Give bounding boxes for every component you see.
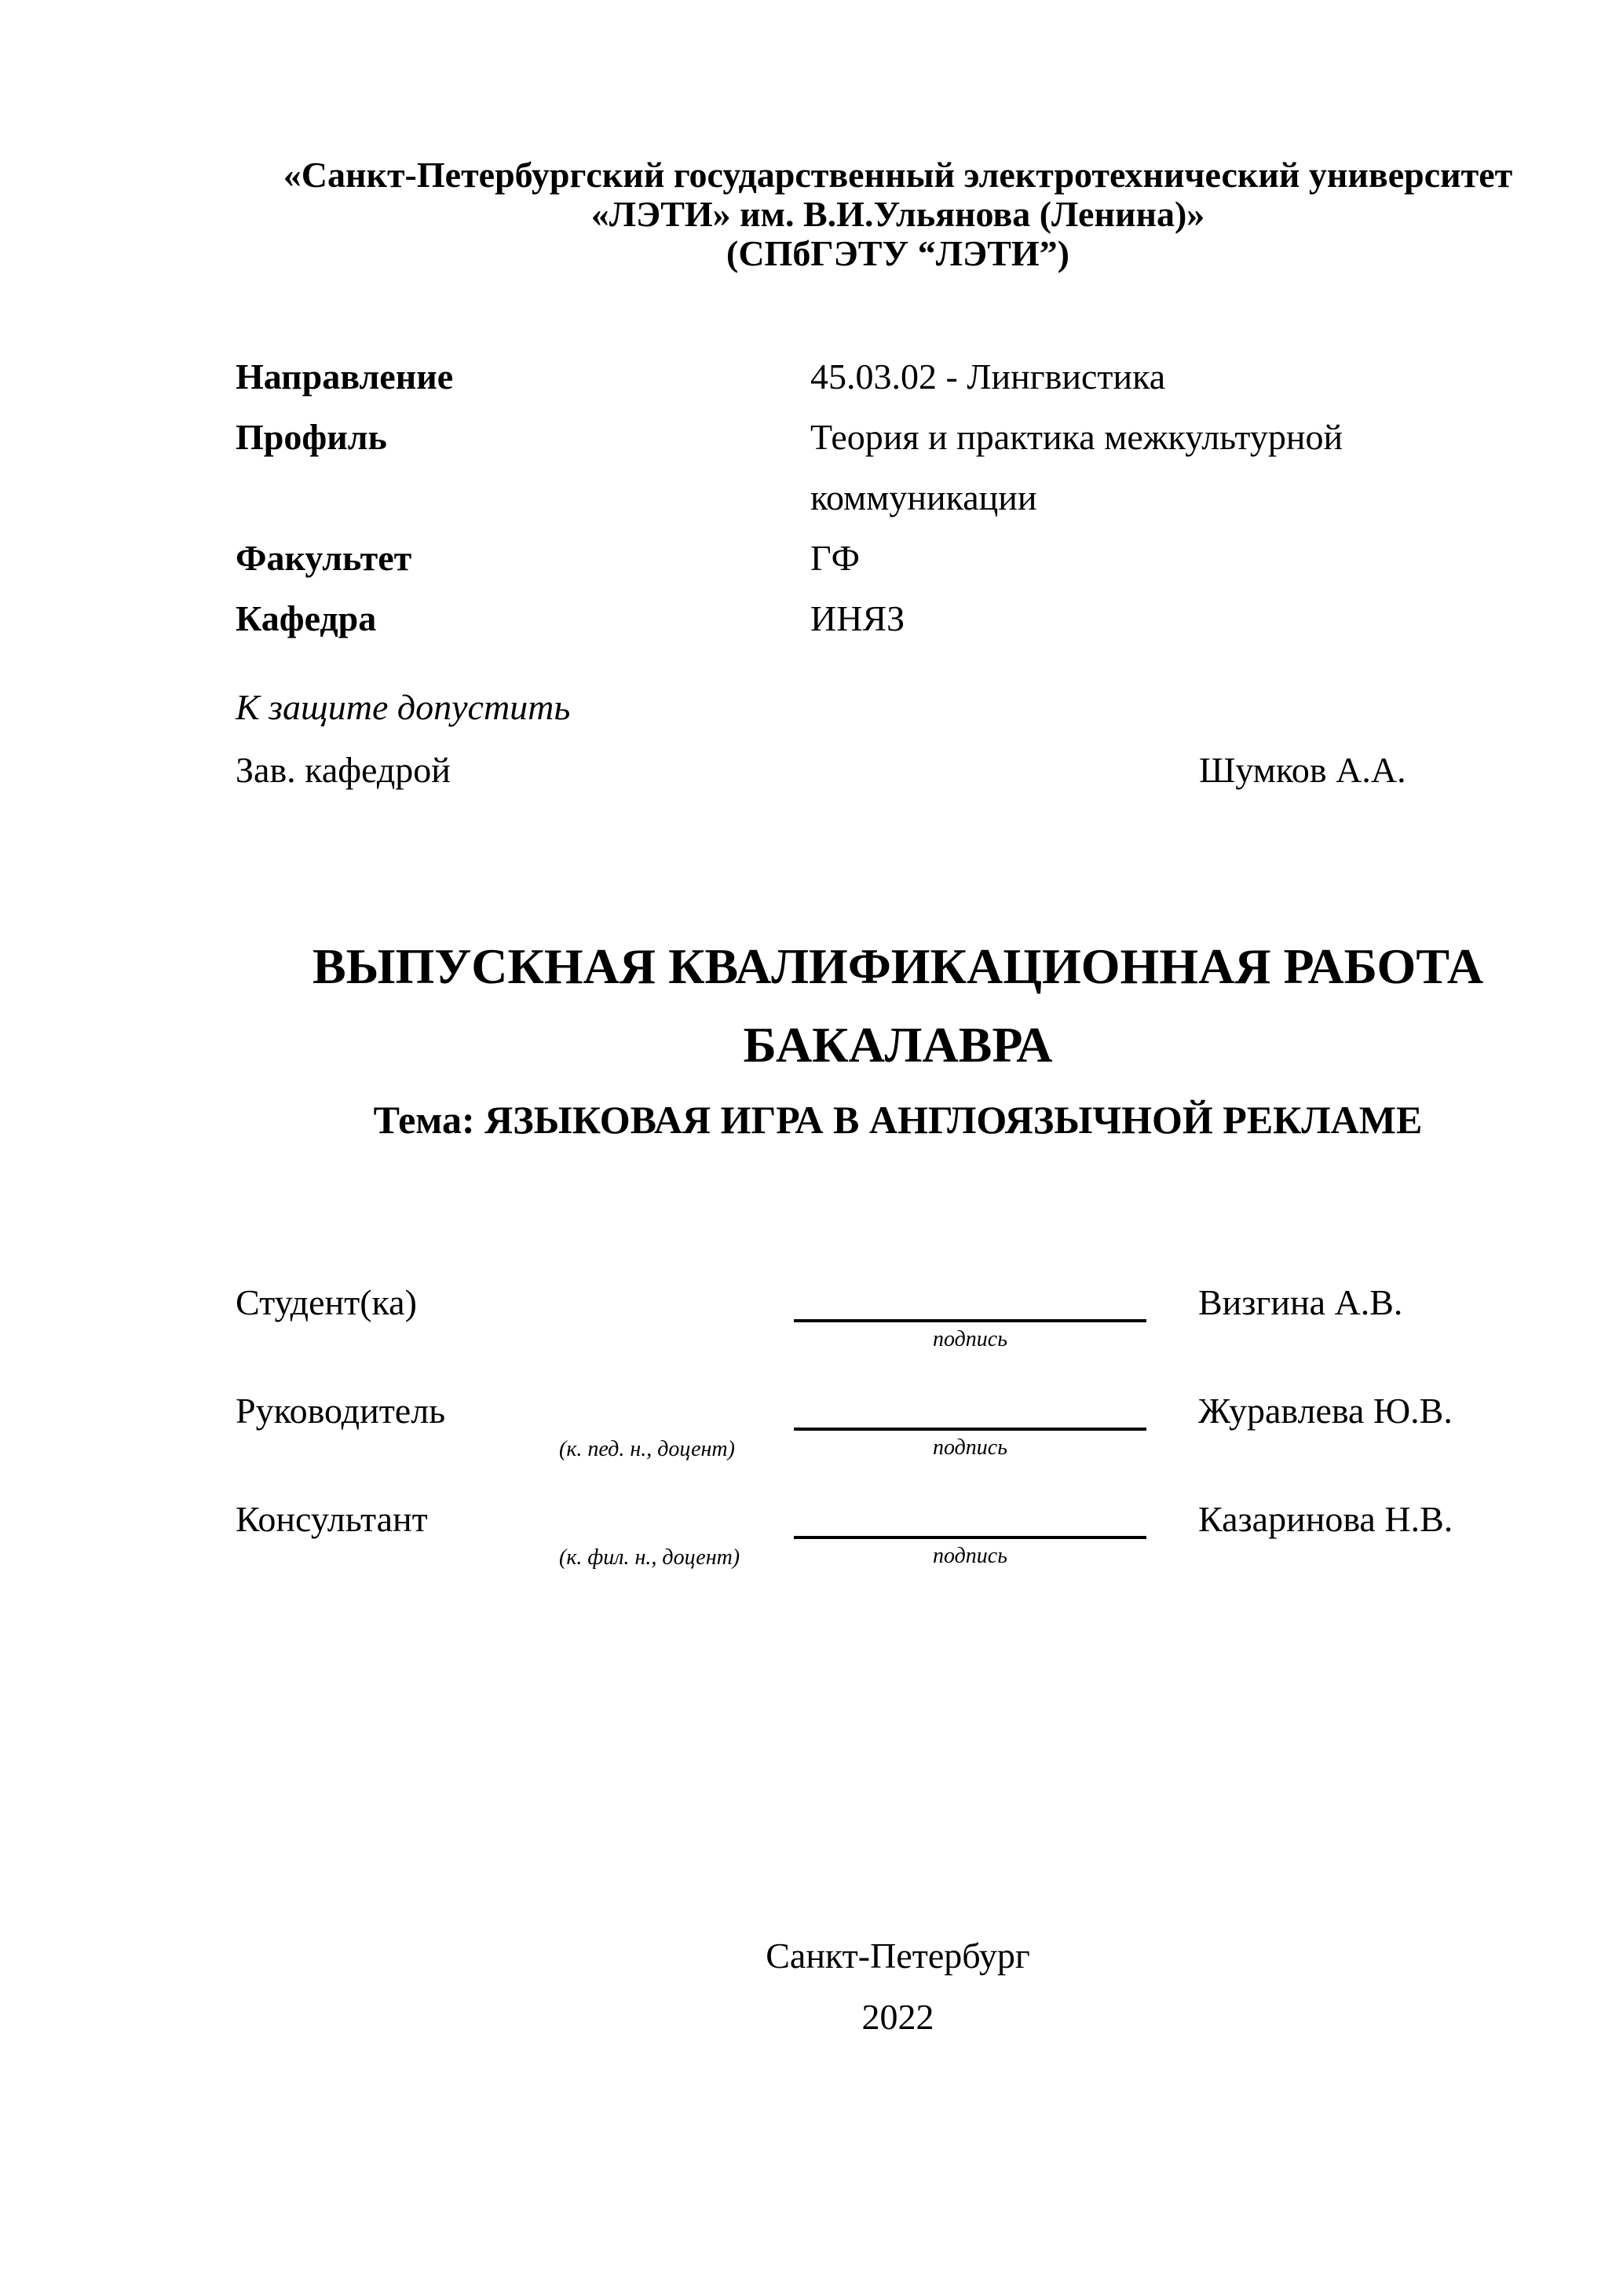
signature-name: Визгина А.В. — [1198, 1282, 1403, 1323]
department-head-name: Шумков А.А. — [1199, 750, 1406, 790]
footer-year: 2022 — [861, 1997, 934, 2037]
signature-row-student — [236, 1277, 1560, 1357]
info-row-profile — [236, 407, 1560, 467]
signature-line — [794, 1385, 1146, 1431]
info-value: ГФ — [810, 538, 860, 578]
signature-caption: подпись — [933, 1435, 1007, 1460]
info-value: ИНЯЗ — [810, 598, 905, 638]
department-head-label: Зав. кафедрой — [236, 750, 451, 790]
signature-line — [794, 1493, 1146, 1539]
signature-row-consultant — [236, 1493, 1560, 1574]
signature-line — [794, 1277, 1146, 1322]
info-label: Кафедра — [236, 598, 377, 638]
footer-city: Санкт-Петербург — [766, 1936, 1030, 1976]
university-header — [236, 0, 1560, 273]
signature-name: Казаринова Н.В. — [1198, 1499, 1453, 1540]
footer — [236, 1925, 1560, 2048]
department-head-row — [236, 739, 1560, 802]
info-label: Направление — [236, 356, 454, 397]
info-label — [236, 467, 810, 528]
info-row-profile-wrap — [236, 467, 1560, 528]
university-header-line-3: (СПбГЭТУ “ЛЭТИ”) — [726, 233, 1069, 273]
signature-qualification: (к. пед. н., доцент) — [559, 1437, 735, 1461]
signature-row-supervisor — [236, 1385, 1560, 1465]
signature-caption: подпись — [933, 1544, 1007, 1568]
info-label: Факультет — [236, 538, 412, 578]
admission-block — [236, 676, 1560, 802]
signature-name: Журавлева Ю.В. — [1198, 1391, 1453, 1431]
info-row-direction — [236, 346, 1560, 407]
thesis-title-line-2: БАКАЛАВРА — [743, 1017, 1053, 1073]
university-header-line-2: «ЛЭТИ» им. В.И.Ульянова (Ленина)» — [590, 194, 1205, 234]
info-row-faculty — [236, 528, 1560, 588]
signature-role: Консультант — [236, 1499, 428, 1540]
signature-role: Руководитель — [236, 1391, 446, 1431]
info-value: коммуникации — [810, 477, 1037, 517]
thesis-title-line-1: ВЫПУСКНАЯ КВАЛИФИКАЦИОННАЯ РАБОТА — [312, 938, 1484, 994]
admission-permit-line: К защите допустить — [236, 687, 571, 727]
info-row-department — [236, 588, 1560, 649]
signature-qualification: (к. фил. н., доцент) — [559, 1545, 740, 1570]
info-value: 45.03.02 - Лингвистика — [810, 356, 1166, 397]
signature-qualification — [559, 1322, 794, 1357]
thesis-title-block — [236, 927, 1560, 1155]
info-label: Профиль — [236, 417, 387, 457]
signature-role: Студент(ка) — [236, 1282, 417, 1323]
program-info-table — [236, 346, 1560, 649]
info-value: Теория и практика межкультурной — [810, 417, 1343, 457]
university-header-line-1: «Санкт-Петербургский государственный электротехнический университет — [283, 155, 1513, 195]
signature-block — [236, 1277, 1560, 1574]
signature-caption: подпись — [933, 1327, 1007, 1351]
thesis-theme: Тема: ЯЗЫКОВАЯ ИГРА В АНГЛОЯЗЫЧНОЙ РЕКЛАМЕ — [373, 1098, 1423, 1142]
